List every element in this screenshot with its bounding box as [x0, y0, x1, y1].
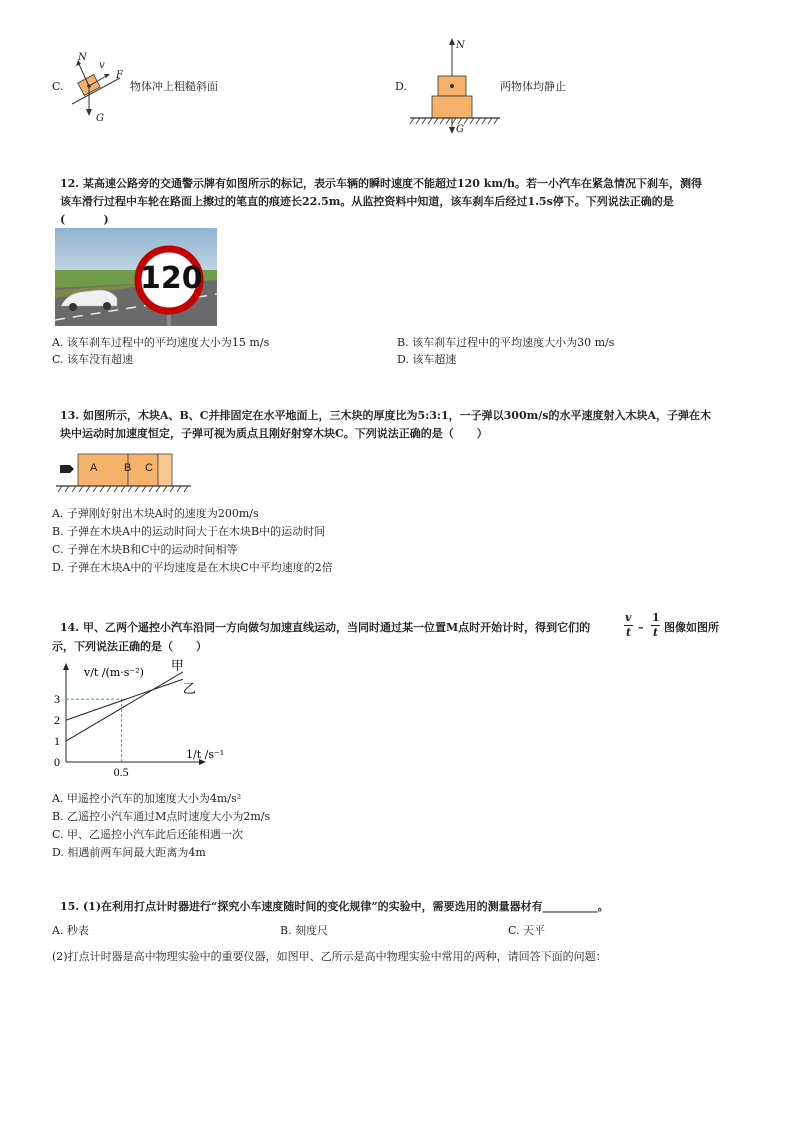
series-label: 乙 — [182, 682, 196, 698]
question-12-option-b: B. 该车刹车过程中的平均速度大小为30 m/s — [397, 336, 615, 349]
question-14-option-b: B. 乙遥控小汽车通过M点时速度大小为2m/s — [52, 810, 271, 823]
block-b — [128, 454, 158, 486]
question-13-option-d: D. 子弹在木块A中的平均速度是在木块C中平均速度的2倍 — [52, 561, 333, 574]
question-12-line-2: 该车滑行过程中车轮在路面上擦过的笔直的痕迹长22.5m。从监控资料中知道，该车刹车后经过1.5s停下。下列说法正确的是 — [60, 195, 674, 208]
question-12-option-d: D. 该车超速 — [397, 353, 457, 366]
question-13-line-1: 13. 如图所示，木块A、B、C并排固定在水平地面上，三木块的厚度比为5:3:1，一子弹以300m/s的水平速度射入木块A，子弹在木 — [60, 409, 711, 422]
question-15-option-c: C. 天平 — [508, 924, 546, 937]
y-tick-label: 0 — [54, 755, 60, 769]
option-d-text: 两物体均静止 — [500, 80, 566, 93]
sym-n-label: N — [78, 52, 87, 63]
sym-v-label: v — [99, 60, 105, 71]
frac-t-den: t — [626, 626, 632, 639]
question-14-option-d: D. 相遇前两车间最大距离为4m — [52, 846, 206, 859]
y-tick-label: 2 — [54, 713, 60, 728]
question-14-option-c: C. 甲、乙遥控小汽车此后还能相遇一次 — [52, 828, 244, 841]
question-14-line-1 — [60, 619, 750, 637]
option-d-prefix: D. — [395, 80, 407, 93]
x-axis-label: 1/t /s⁻¹ — [186, 748, 225, 761]
sym-n-label-d: N — [456, 40, 465, 51]
sym-f-label: F — [116, 70, 123, 81]
block-a-label: A — [90, 462, 98, 474]
series-line-jia — [66, 672, 183, 741]
x-tick-label: 0.5 — [113, 765, 129, 779]
option-c-prefix: C. — [52, 80, 64, 93]
frac-1-num: 1 — [652, 611, 660, 624]
block-b-label: B — [124, 462, 132, 474]
question-13-line-2: 块中运动时加速度恒定，子弹可视为质点且刚好射穿木块C。下列说法正确的是（ ） — [60, 427, 488, 440]
stacked-blocks-diagram — [410, 36, 500, 136]
question-13-option-c: C. 子弹在木块B和C中的运动时间相等 — [52, 543, 238, 556]
question-12-option-a: A. 该车刹车过程中的平均速度大小为15 m/s — [52, 336, 270, 349]
frac-dash: – — [638, 621, 644, 634]
block-a — [78, 454, 128, 486]
option-c-text: 物体冲上粗糙斜面 — [130, 80, 218, 93]
incline-force-diagram — [64, 50, 126, 128]
question-13-option-a: A. 子弹刚好射出木块A时的速度为200m/s — [52, 507, 259, 520]
block-c — [158, 454, 172, 486]
y-tick-label: 1 — [54, 734, 60, 749]
y-axis-arrow — [63, 663, 69, 670]
question-15-line-1: 15. (1)在利用打点计时器进行“探究小车速度随时间的变化规律”的实验中，需要选用的测量器材有__________。 — [60, 900, 609, 913]
block-c-label: C — [145, 462, 153, 474]
sym-g-label-d: G — [456, 124, 464, 135]
y-tick-label: 3 — [54, 692, 60, 707]
question-14-option-a: A. 甲遥控小汽车的加速度大小为4m/s² — [52, 792, 242, 805]
question-14-line-1-tail: 图像如图所 — [664, 621, 719, 634]
question-12-line-1: 12. 某高速公路旁的交通警示牌有如图所示的标记，表示车辆的瞬时速度不能超过120 km/h。若一小汽车在紧急情况下刹车，测得 — [60, 177, 703, 190]
question-15-option-a: A. 秒表 — [52, 924, 89, 937]
sym-g-label: G — [96, 113, 104, 124]
question-12-stem — [60, 175, 750, 229]
question-14-line-1-text: 14. 甲、乙两个遥控小汽车沿同一方向做匀加速直线运动，当同时通过某一位置M点时开始计时，得到它们的 — [60, 621, 591, 634]
question-12-option-c: C. 该车没有超速 — [52, 353, 134, 366]
y-axis-label: v/t /(m·s⁻²) — [84, 666, 144, 679]
vt-inverse-t-chart — [48, 658, 225, 780]
question-12-line-3: ( ) — [60, 213, 109, 226]
speed-limit-number: 120 — [140, 261, 203, 296]
question-13-stem — [60, 407, 750, 443]
question-15-option-b: B. 刻度尺 — [280, 924, 329, 937]
frac-t-den-2: t — [653, 626, 659, 639]
bullet-icon — [60, 465, 74, 473]
series-label: 甲 — [170, 658, 184, 674]
question-13-option-b: B. 子弹在木块A中的运动时间大于在木块B中的运动时间 — [52, 525, 326, 538]
series-line-yi — [66, 679, 183, 720]
frac-v-num: v — [625, 611, 632, 624]
question-14-line-2: 示，下列说法正确的是（ ） — [52, 640, 207, 653]
question-15-line-2: (2)打点计时器是高中物理实验中的重要仪器，如图甲、乙所示是高中物理实验中常用的两种，请回答下面的问题： — [52, 950, 607, 963]
